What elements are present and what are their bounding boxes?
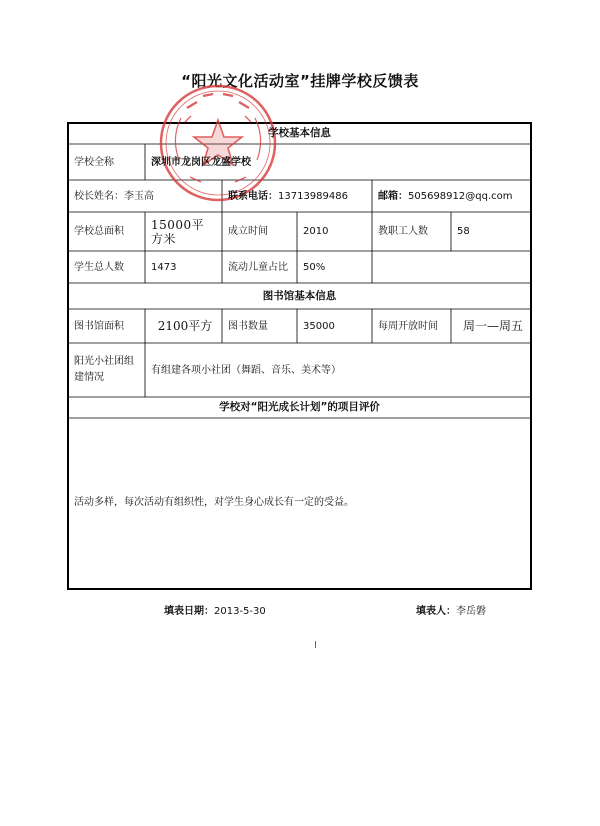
clubs-label: 阳光小社团组建情况	[74, 356, 134, 383]
section-header-library: 图书馆基本信息	[262, 289, 337, 302]
school-name-label: 学校全称	[74, 156, 114, 168]
filler-value: 李岳磐	[456, 606, 486, 617]
email-field	[378, 180, 528, 212]
school-name-value: 深圳市龙岗区龙盛学校	[151, 156, 251, 168]
staff-count-value: 58	[457, 226, 470, 237]
filler	[416, 602, 486, 617]
clubs-value: 有组建各项小社团（舞蹈、音乐、美术等）	[151, 364, 341, 376]
section-header-school: 学校基本信息	[268, 127, 331, 139]
form-title: “阳光文化活动室”挂牌学校反馈表	[181, 72, 419, 90]
principal-value: 李玉高	[124, 190, 154, 202]
email-value: 505698912@qq.com	[408, 190, 513, 202]
staff-count-label: 教职工人数	[378, 226, 428, 237]
scan-mark	[315, 641, 316, 648]
evaluation-text: 活动多样，每次活动有组织性，对学生身心成长有一定的受益。	[74, 496, 354, 508]
email-label: 邮箱：	[378, 190, 408, 202]
principal-label: 校长姓名：	[74, 190, 124, 202]
phone-label: 联系电话：	[228, 190, 278, 202]
migrant-ratio-value: 50%	[303, 261, 326, 273]
migrant-ratio-label: 流动儿童占比	[228, 261, 288, 273]
library-area-value: 2100平方	[157, 318, 213, 333]
principal-field	[74, 180, 174, 212]
filler-label: 填表人：	[416, 606, 456, 617]
student-count-label: 学生总人数	[74, 261, 124, 273]
weekly-hours-value: 周一—周五	[462, 318, 523, 333]
school-area-value: 15000平方米	[151, 217, 205, 246]
founded-label: 成立时间	[228, 226, 268, 237]
section-header-evaluation: 学校对“阳光成长计划”的项目评价	[219, 401, 380, 413]
phone-field	[228, 180, 368, 212]
book-count-label: 图书数量	[228, 320, 268, 332]
school-area-label: 学校总面积	[74, 226, 124, 237]
fill-date	[164, 602, 266, 617]
fill-date-value: 2013-5-30	[214, 606, 266, 617]
phone-value: 13713989486	[278, 190, 348, 202]
weekly-hours-label: 每周开放时间	[378, 320, 438, 332]
student-count-value: 1473	[151, 261, 177, 273]
founded-value: 2010	[303, 226, 329, 237]
book-count-value: 35000	[303, 320, 335, 332]
library-area-label: 图书馆面积	[74, 320, 124, 332]
fill-date-label: 填表日期：	[164, 606, 214, 617]
